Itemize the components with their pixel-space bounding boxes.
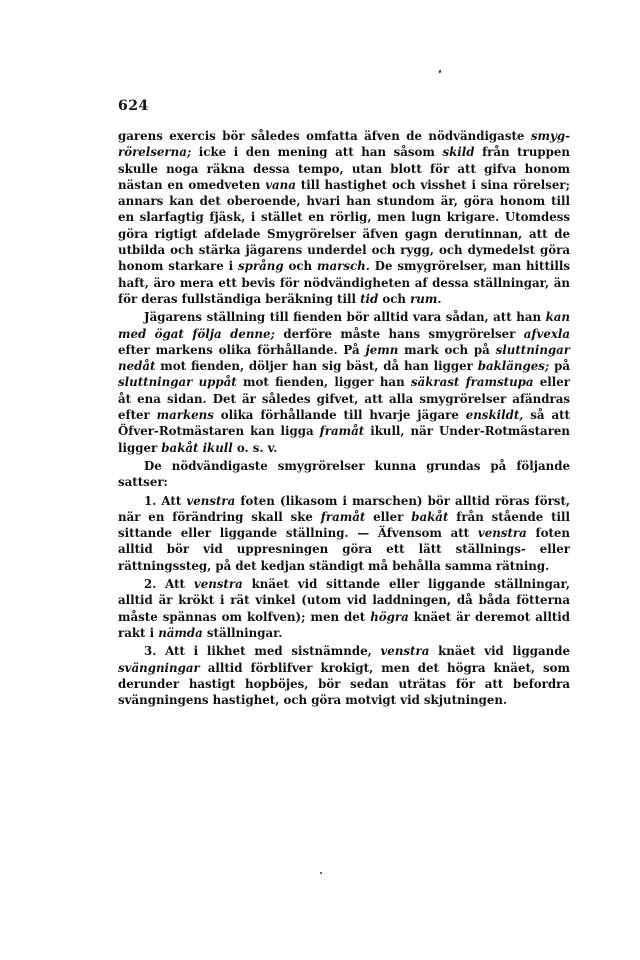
emphasized-text: framåt: [319, 424, 365, 439]
paragraph-1: [118, 128, 570, 307]
emphasized-text: högra: [370, 609, 409, 624]
emphasized-text: enskildt,: [465, 408, 524, 423]
emphasized-text: marsch.: [316, 259, 370, 274]
text-run: på: [549, 359, 571, 374]
emphasized-text: afvexla: [523, 326, 570, 341]
emphasized-text: svängningar: [118, 660, 200, 675]
page-number: 624: [118, 98, 149, 114]
text-run: eller: [365, 509, 412, 524]
emphasized-text: markens: [156, 408, 214, 423]
emphasized-text: vana: [265, 177, 296, 192]
emphasized-text: sluttningar nedåt: [118, 342, 570, 374]
text-run: till hastighet och visshet i sina rörelser; annars kan det oberoende, hvari han stundom är, göra honom till en slarfagtig fjäsk, i stället en rörlig, men lugn krigare. Utomdess göra rigtigt afdelade Smygrörelser äfven gagn derutinnan, att de utbilda och stärka jägarens underdel och rygg, och dymedelst göra honom starkare i: [118, 177, 570, 274]
emphasized-text: sluttningar uppåt: [118, 375, 237, 390]
emphasized-text: baklänges;: [477, 359, 550, 374]
emphasized-text: bakåt ikull: [161, 440, 233, 455]
paragraph-5-rule-2: [118, 576, 570, 641]
text-run: olika förhållande till hvarje jägare: [213, 408, 466, 423]
emphasized-text: bakåt: [411, 509, 449, 524]
text-run: icke i den mening att han såsom: [191, 145, 443, 160]
text-run: så att Öfver-Rotmästaren kan ligga: [118, 408, 571, 439]
text-run: ikull, när Under-Rotmästaren ligger: [118, 424, 570, 455]
emphasized-text: skild: [442, 145, 475, 160]
paragraph-3: [118, 458, 570, 491]
text-run: efter markens olika förhållande. På: [118, 342, 366, 357]
emphasized-text: rum.: [410, 291, 442, 306]
text-run: och: [378, 291, 411, 306]
text-run: mark och på: [398, 342, 496, 357]
text-run: garens exercis bör således omfatta äfven de nödvändigaste: [118, 129, 531, 143]
text-run: knäet vid sittande eller liggande ställningar, alltid är krökt i rät vinkel (utom vid laddningen, då båda fötterna måste spännas om kolfven); men det: [118, 577, 571, 624]
paragraph-6-rule-3: [118, 643, 570, 708]
emphasized-text: venstra: [186, 493, 236, 508]
text-run: 1. Att: [144, 493, 187, 508]
text-run: eller åt ena sidan. Det är således gifvet, att alla smygrörelser afändras efter: [118, 375, 570, 423]
text-run: De smygrörelser, man hittills haft, äro mera ett bevis för nödvändigheten af dessa ställningar, än för deras fullständiga beräkning till: [118, 259, 570, 306]
emphasized-text: tid: [360, 291, 379, 306]
emphasized-text: venstra: [477, 526, 527, 541]
ink-speck-top: [438, 70, 441, 74]
text-run: foten alltid bör vid uppresningen göra ett lätt ställnings- eller rättningssteg, på det kedjan ständigt må behålla samma rätning.: [118, 526, 570, 573]
text-run: foten (likasom i marschen) bör alltid röras först, när en förändring skall ske: [118, 493, 571, 524]
paragraph-2: [118, 309, 570, 456]
text-run: knäet är deremot alltid rakt i: [118, 609, 570, 640]
text-run: ställningar.: [202, 625, 283, 640]
paragraph-4-rule-1: [118, 493, 570, 574]
emphasized-text: jemn: [365, 342, 399, 357]
text-run: från stående till sittande eller liggande ställning. — Äfvensom att: [118, 509, 570, 541]
text-run: derföre måste hans smygrörelser: [274, 326, 524, 341]
text-run: De nödvändigaste smygrörelser kunna grundas på följande sattser:: [118, 458, 570, 490]
emphasized-text: kan med ögat följa denne;: [118, 310, 570, 341]
text-run: 3. Att i likhet med sistnämnde,: [144, 644, 381, 659]
text-run: mot fienden, ligger han: [236, 375, 411, 390]
text-run: knäet vid liggande: [429, 644, 570, 659]
text-run: och: [283, 259, 317, 274]
emphasized-text: säkrast framstupa: [410, 375, 534, 390]
text-run: alltid förblifver krokigt, men det högra knäet, som derunder hastigt hopböjes, bör sedan uträtas för att befordra svängningens hastighet, och göra motvigt vid skjutningen.: [118, 660, 570, 708]
emphasized-text: smygrörelserna;: [118, 129, 570, 160]
emphasized-text: framåt: [320, 509, 366, 524]
body-text: [118, 128, 570, 708]
text-run: o. s. v.: [232, 440, 278, 455]
emphasized-text: venstra: [380, 644, 430, 659]
text-run: Jägarens ställning till fienden bör alltid vara sådan, att han: [144, 310, 546, 325]
text-run: från truppen skulle noga räkna dessa tempo, utan blott för att gifva honom nästan en omedveten: [118, 145, 570, 192]
ink-speck-bottom: [320, 872, 322, 874]
text-run: 2. Att: [144, 577, 194, 592]
emphasized-text: språng: [238, 259, 284, 274]
emphasized-text: venstra: [193, 577, 243, 592]
text-run: mot fienden, döljer han sig bäst, då han ligger: [155, 359, 478, 374]
emphasized-text: nämda: [158, 625, 203, 640]
